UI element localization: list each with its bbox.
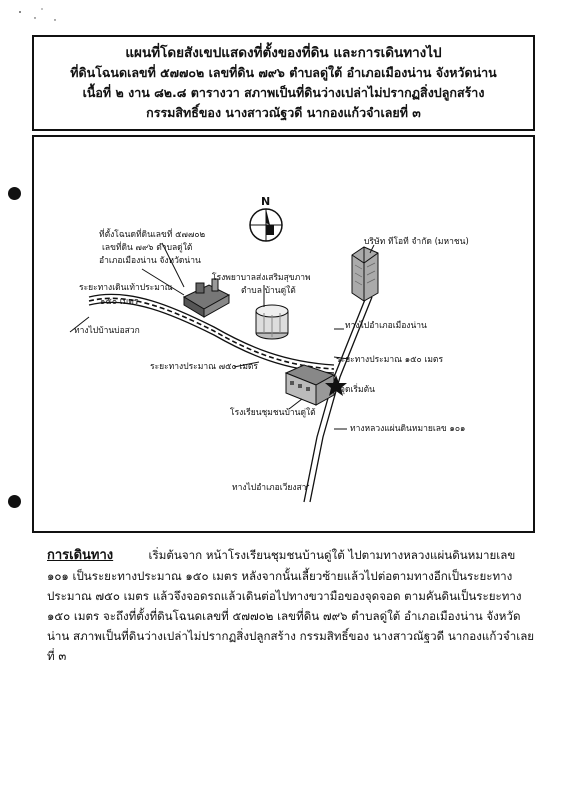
school-label: โรงเรียนชุมชนบ้านดู่ใต้ bbox=[230, 408, 316, 418]
walk-distance-label-1: ระยะทางเดินเท้าประมาณ bbox=[79, 283, 173, 293]
directions-section bbox=[47, 545, 535, 666]
directions-heading: การเดินทาง bbox=[47, 548, 114, 563]
company-building-icon bbox=[352, 247, 378, 301]
plot-location-label-1: ที่ตั้งโฉนดที่ดินเลขที่ ๕๗๗๐๒ bbox=[99, 230, 206, 240]
compass-north-letter: N bbox=[261, 195, 271, 208]
distance-750-label: ระยะทางประมาณ ๗๕๐ เมตร bbox=[150, 362, 259, 372]
compass-icon bbox=[250, 209, 282, 241]
title-line-1: แผนที่โดยสังเขปแสดงที่ตั้งของที่ดิน และการเดินทางไป bbox=[125, 45, 442, 61]
land-plot-icon bbox=[184, 279, 229, 317]
highway-101-label: ทางหลวงแผ่นดินหมายเลข ๑๐๑ bbox=[350, 424, 466, 434]
punch-hole bbox=[8, 495, 21, 508]
walk-distance-label-2: ๑๕๐ เมตร bbox=[100, 297, 139, 307]
directions-body: เริ่มต้นจาก หน้าโรงเรียนชุมชนบ้านดู่ใต้ ไปตามทางหลวงแผ่นดินหมายเลข ๑๐๑ เป็นระยะทางประมาณ ๑๕๐ เมตร หลังจากนั้นเลี้ยวซ้ายแล้วไปต่อตามทางอีกเป็นระยะทางประมาณ ๗๕๐ เมตร แล้วจึงจอดรถแล้วเดินต่อไปทางขวามือของจุดจอด ตามคันดินเป็นระยะทาง ๑๕๐ เมตร จะถึงที่ตั้งที่ดินโฉนดเลขที่ ๕๗๗๐๒ เลขที่ดิน ๗๙๖ ตำบลดู่ใต้ อำเภอเมืองน่าน จังหวัดน่าน สภาพเป็นที่ดินว่างเปล่าไม่ปรากฏสิ่งปลูกสร้าง กรรมสิทธิ์ของ นางสาวณัฐวดี นากองแก้วจำเลยที่ ๓ bbox=[47, 548, 535, 663]
to-mueang-nan-label: ทางไปอำเภอเมืองน่าน bbox=[345, 321, 427, 331]
school-building-icon bbox=[286, 365, 334, 405]
title-line-4: กรรมสิทธิ์ของ นางสาวณัฐวดี นากองแก้วจำเลยที่ ๓ bbox=[146, 105, 421, 120]
to-ban-bo-suak-label: ทางไปบ้านบ่อสวก bbox=[74, 326, 140, 336]
hospital-icon bbox=[256, 305, 288, 339]
map-box bbox=[32, 135, 535, 533]
plot-location-label-2: เลขที่ดิน ๗๙๖ ตำบลดู่ใต้ bbox=[102, 243, 193, 253]
plot-location-label-3: อำเภอเมืองน่าน จังหวัดน่าน bbox=[99, 256, 201, 266]
distance-150-label: ระยะทางประมาณ ๑๕๐ เมตร bbox=[336, 355, 444, 365]
hospital-label-1: โรงพยาบาลส่งเสริมสุขภาพ bbox=[212, 273, 311, 283]
title-box bbox=[32, 35, 535, 131]
title-line-2: ที่ดินโฉนดเลขที่ ๕๗๗๐๒ เลขที่ดิน ๗๙๖ ตำบลดู่ใต้ อำเภอเมืองน่าน จังหวัดน่าน bbox=[70, 65, 497, 80]
company-label: บริษัท ทีโอที จำกัด (มหาชน) bbox=[364, 237, 469, 247]
scan-specks bbox=[0, 0, 80, 30]
start-point-label: จุดเริ่มต้น bbox=[340, 385, 375, 395]
to-wiang-sa-label: ทางไปอำเภอเวียงสา bbox=[232, 483, 307, 493]
title-line-3: เนื้อที่ ๒ งาน ๘๒.๘ ตารางวา สภาพเป็นที่ดินว่างเปล่าไม่ปรากฏสิ่งปลูกสร้าง bbox=[82, 85, 485, 100]
punch-hole bbox=[8, 187, 21, 200]
hospital-label-2: ตำบล บ้านดู่ใต้ bbox=[241, 286, 296, 296]
